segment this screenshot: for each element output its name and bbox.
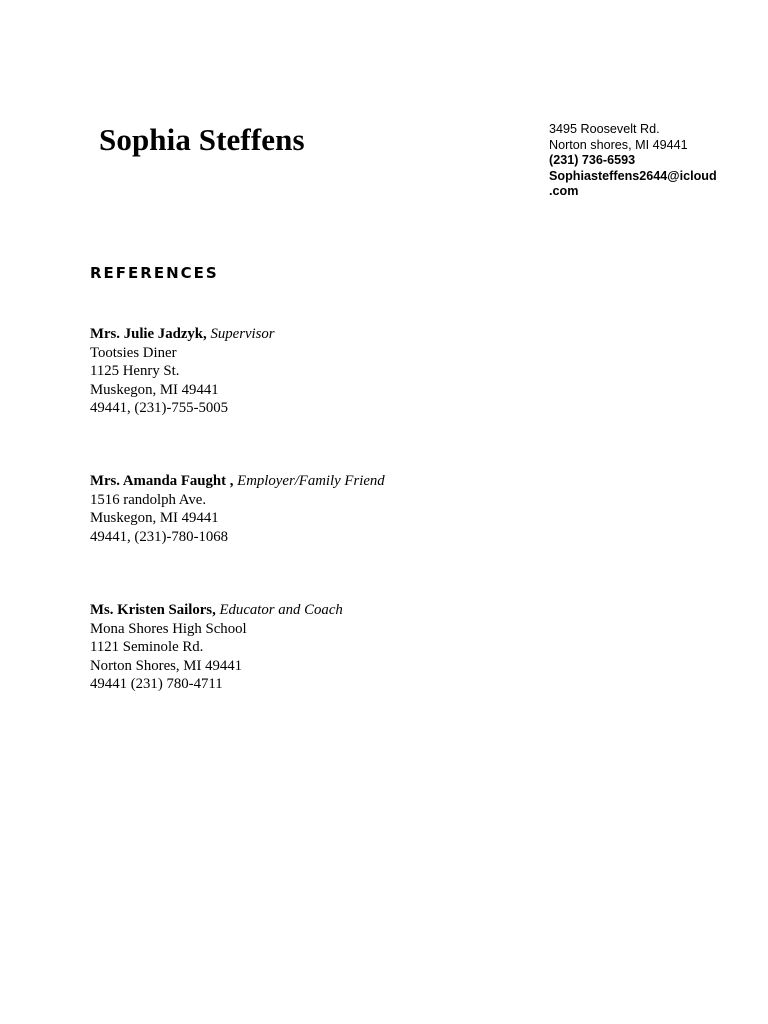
reference-name: Mrs. Amanda Faught ,	[90, 473, 234, 489]
contact-phone: (231) 736-6593	[549, 153, 636, 168]
contact-city: Norton shores, MI 49441	[549, 137, 688, 152]
reference-header	[90, 601, 490, 620]
reference-role: Educator and Coach	[219, 602, 343, 618]
reference-line: 1516 randolph Ave.	[90, 491, 207, 508]
reference-name: Ms. Kristen Sailors,	[90, 602, 216, 618]
reference-line: Tootsies Diner	[90, 344, 177, 361]
contact-block	[549, 122, 729, 200]
reference-role: Supervisor	[210, 326, 275, 342]
reference-name: Mrs. Julie Jadzyk,	[90, 326, 207, 342]
reference-line: Muskegon, MI 49441	[90, 510, 219, 527]
reference-header	[90, 325, 490, 344]
reference-entry	[90, 472, 490, 546]
reference-line: Norton Shores, MI 49441	[90, 657, 243, 674]
reference-header	[90, 472, 490, 491]
reference-line: 1121 Seminole Rd.	[90, 639, 204, 656]
reference-role: Employer/Family Friend	[237, 473, 385, 489]
contact-street: 3495 Roosevelt Rd.	[549, 122, 660, 136]
references-heading: REFERENCES	[90, 264, 219, 282]
reference-line: 49441 (231) 780-4711	[90, 676, 223, 693]
reference-line: Mona Shores High School	[90, 620, 247, 637]
reference-line: 1125 Henry St.	[90, 363, 180, 380]
reference-line: 49441, (231)-780-1068	[90, 528, 229, 545]
contact-email-line-2: .com	[549, 184, 579, 199]
reference-entry	[90, 601, 490, 694]
reference-line: 49441, (231)-755-5005	[90, 400, 229, 417]
reference-line: Muskegon, MI 49441	[90, 381, 219, 398]
contact-email-line-1: Sophiasteffens2644@icloud	[549, 168, 717, 183]
reference-entry	[90, 325, 490, 418]
applicant-name: Sophia Steffens	[99, 122, 305, 157]
